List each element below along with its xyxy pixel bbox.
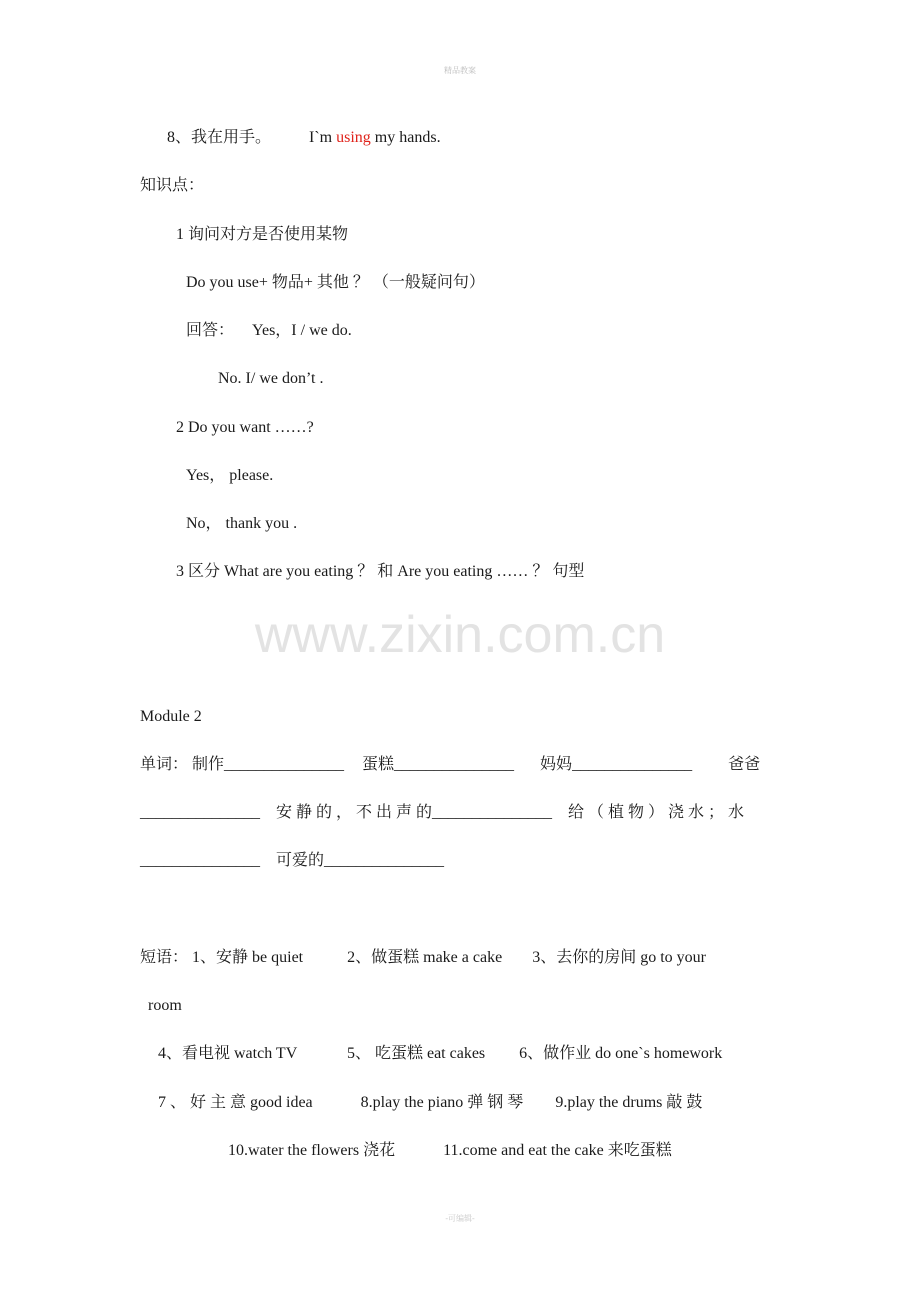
phrases-line-4	[228, 1141, 672, 1161]
answer-yes: Yes，I / we do.	[252, 322, 352, 339]
phrase-6: 6、做作业 do one`s homework	[519, 1045, 723, 1062]
point-2-title: 2 Do you want ……?	[176, 419, 314, 436]
vocab-label: 单词：	[140, 756, 189, 773]
phrase-9: 9.play the drums 敲 鼓	[555, 1094, 703, 1111]
watermark: www.zixin.com.cn	[254, 606, 666, 664]
point-1-title: 1 询问对方是否使用某物	[176, 226, 349, 243]
phrases-line-3	[158, 1093, 702, 1113]
phrase-4: 4、看电视 watch TV	[158, 1045, 297, 1062]
phrase-label: 短语：	[140, 949, 189, 966]
answer-blank: _______________	[224, 756, 345, 773]
phrases-line-1	[140, 948, 706, 968]
phrase-1: 1、安静 be quiet	[192, 949, 304, 966]
sentence-8-chinese: 8、我在用手。	[167, 129, 272, 146]
page-header: 精品教案	[444, 66, 476, 75]
vocab-word-dad: 爸爸	[728, 756, 761, 773]
vocab-word-make: 制作	[192, 756, 225, 773]
vocab-word-water: 给 （ 植 物 ） 浇 水 ； 水	[568, 804, 745, 821]
vocab-word-cake: 蛋糕	[362, 756, 395, 773]
phrase-10: 10.water the flowers 浇花	[228, 1142, 396, 1159]
answer-no: No. I/ we don’t .	[218, 370, 324, 387]
answer-blank: _______________	[324, 852, 445, 869]
answer-blank: _______________	[140, 852, 260, 869]
page-footer: -可编辑-	[445, 1214, 475, 1223]
module-title: Module 2	[140, 708, 202, 725]
point-1-pattern: Do you use+ 物品+ 其他 ？ （一般疑问句）	[186, 274, 485, 291]
point-1-answer	[186, 321, 352, 341]
phrase-2: 2、做蛋糕 make a cake	[347, 949, 503, 966]
vocab-line-2	[140, 803, 744, 823]
phrase-5: 5、 吃蛋糕 eat cakes	[346, 1045, 486, 1062]
answer-blank: _______________	[394, 756, 515, 773]
point-2-yes: Yes， please.	[186, 467, 274, 484]
point-2-no: No， thank you .	[186, 515, 298, 532]
answer-blank: _______________	[140, 804, 260, 821]
answer-blank: _______________	[572, 756, 693, 773]
vocab-word-cute: 可爱的	[276, 852, 325, 869]
vocab-line-1	[140, 755, 760, 775]
phrase-3: 3、去你的房间 go to your	[532, 949, 706, 966]
phrase-11: 11.come and eat the cake 来吃蛋糕	[443, 1142, 672, 1159]
sentence-8	[167, 128, 441, 148]
point-3: 3 区分 What are you eating ？ 和 Are you eating …… ？ 句型	[176, 563, 585, 580]
knowledge-heading: 知识点：	[140, 177, 205, 194]
vocab-line-3	[140, 851, 444, 871]
sentence-8-english-end: my hands.	[374, 129, 441, 146]
answer-label: 回答：	[186, 322, 235, 339]
vocab-word-mum: 妈妈	[540, 756, 573, 773]
phrases-line-2	[158, 1044, 722, 1064]
phrase-7: 7 、 好 主 意 good idea	[158, 1094, 313, 1111]
sentence-8-english-start: I`m	[309, 129, 333, 146]
phrase-8: 8.play the piano 弹 钢 琴	[360, 1094, 524, 1111]
vocab-word-quiet: 安 静 的 ， 不 出 声 的	[276, 804, 433, 821]
phrase-3-continued: room	[148, 997, 182, 1014]
highlighted-word: using	[336, 129, 371, 146]
answer-blank: _______________	[432, 804, 553, 821]
